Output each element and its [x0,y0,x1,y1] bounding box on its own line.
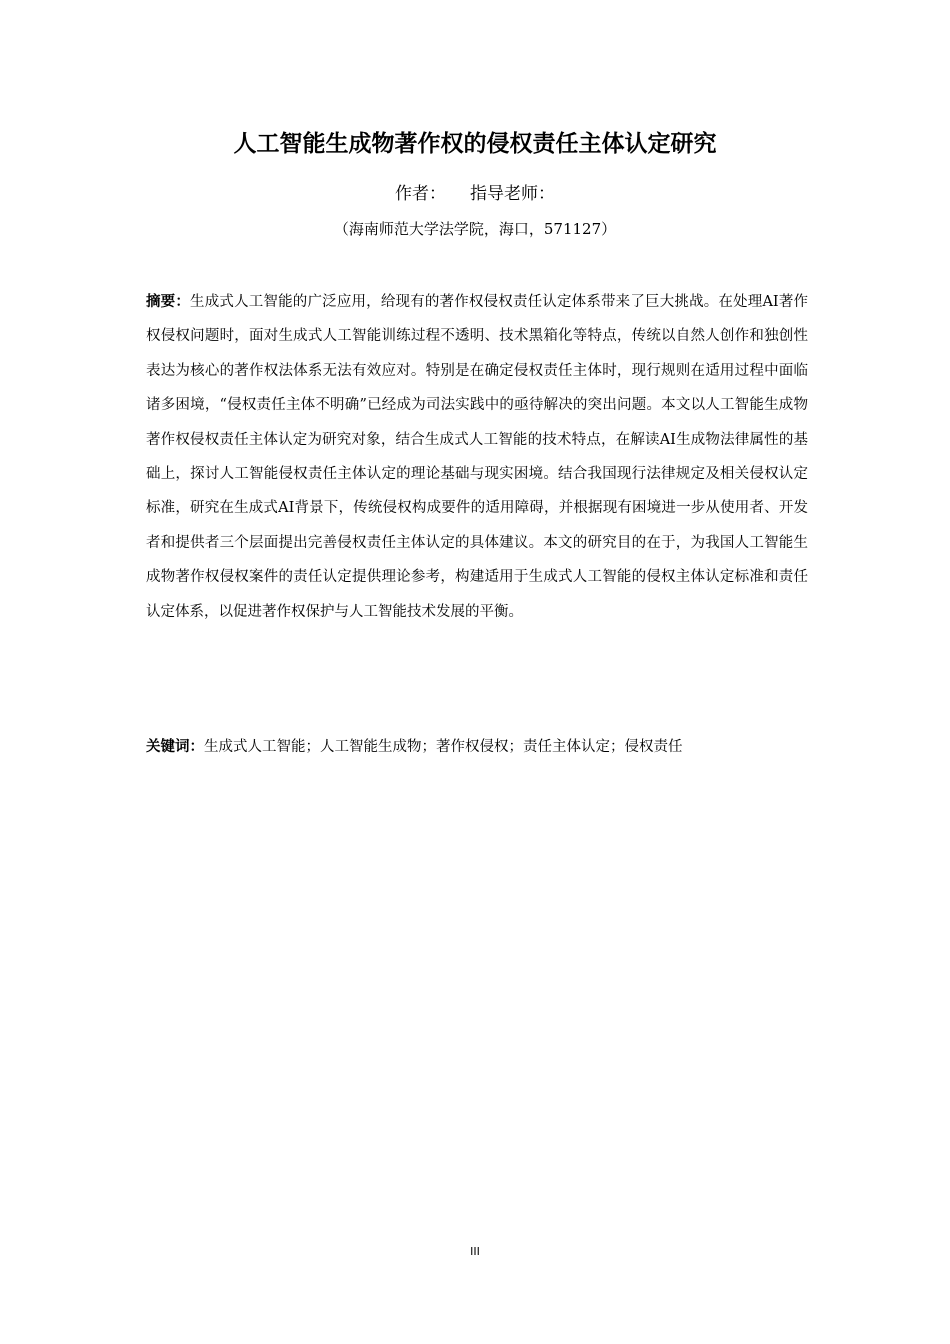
author-label: 作者： [395,184,446,204]
keywords-label: 关键词： [146,739,204,755]
abstract-label: 摘要： [146,294,191,310]
page-number: III [470,1245,480,1258]
affiliation: （海南师范大学法学院，海口，571127） [333,220,617,238]
advisor-label: 指导老师： [470,184,555,204]
author-line [0,182,950,206]
abstract-text: 生成式人工智能的广泛应用，给现有的著作权侵权责任认定体系带来了巨大挑战。在处理AI著作权侵权问题时，面对生成式人工智能训练过程不透明、技术黑箱化等特点，传统以自然人创作和独创性表达为核心的著作权法体系无法有效应对。特别是在确定侵权责任主体时，现行规则在适用过程中面临诸多困境，“侵权责任主体不明确”已经成为司法实践中的亟待解决的突出问题。本文以人工智能生成物著作权侵权责任主体认定为研究对象，结合生成式人工智能的技术特点，在解读AI生成物法律属性的基础上，探讨人工智能侵权责任主体认定的理论基础与现实困境。结合我国现行法律规定及相关侵权认定标准，研究在生成式AI背景下，传统侵权构成要件的适用障碍，并根据现有困境进一步从使用者、开发者和提供者三个层面提出完善侵权责任主体认定的具体建议。本文的研究目的在于，为我国人工智能生成物著作权侵权案件的责任认定提供理论参考，构建适用于生成式人工智能的侵权主体认定标准和责任认定体系，以促进著作权保护与人工智能技术发展的平衡。 [146,294,809,620]
abstract [146,285,808,629]
page-title: 人工智能生成物著作权的侵权责任主体认定研究 [233,131,717,157]
keywords-text: 生成式人工智能；人工智能生成物；著作权侵权；责任主体认定；侵权责任 [204,739,683,755]
keywords [146,732,808,762]
